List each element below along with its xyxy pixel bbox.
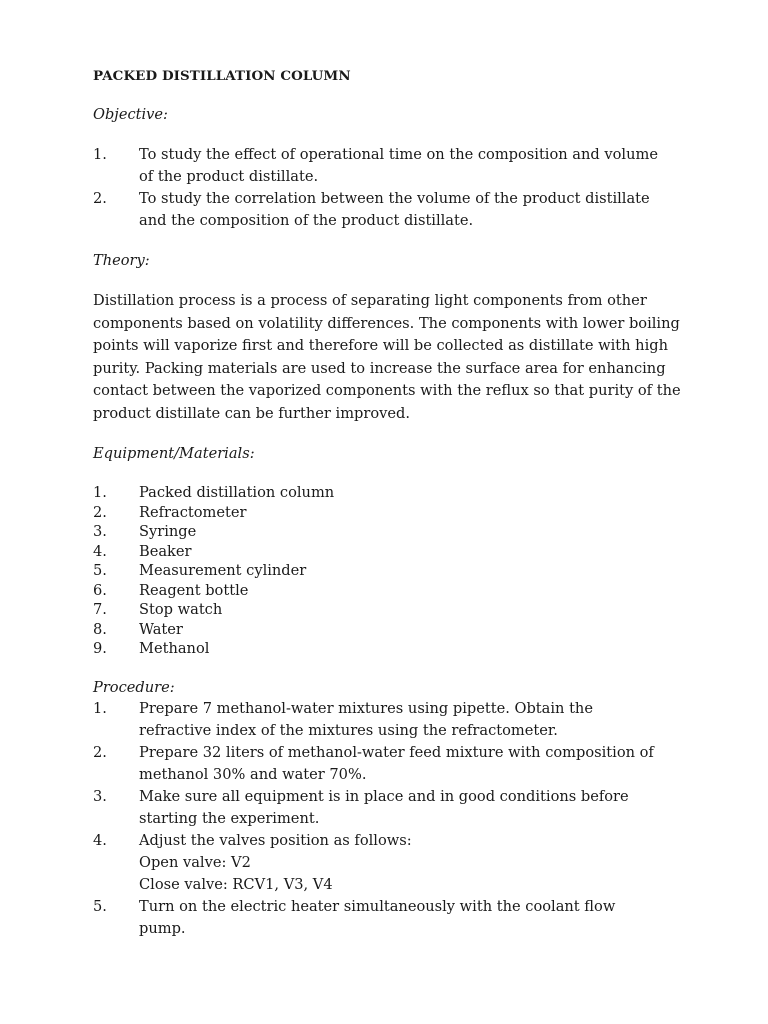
list-text: Turn on the electric heater simultaneously with the coolant flow pump. <box>139 897 616 937</box>
equipment-heading: Equipment/Materials: <box>93 445 255 462</box>
list-text: Measurement cylinder <box>139 562 307 579</box>
list-item <box>93 698 683 742</box>
list-number: 4. <box>93 542 107 560</box>
list-number: 9. <box>93 640 107 657</box>
list-text: Beaker <box>139 542 192 560</box>
list-number: 5. <box>93 562 107 579</box>
list-text: Prepare 7 methanol-water mixtures using pipette. Obtain the refractive index of the mixtures using the refractometer. <box>139 699 593 739</box>
list-text: Reagent bottle <box>139 581 249 599</box>
list-item <box>93 742 683 786</box>
list-text: Prepare 32 liters of methanol-water feed mixture with composition of methanol 30% and water 70%. <box>139 743 654 783</box>
document-title: PACKED DISTILLATION COLUMN <box>93 68 351 84</box>
list-text: To study the effect of operational time on the composition and volume of the product distillate. <box>139 146 658 185</box>
list-item <box>93 600 683 620</box>
document-body <box>93 66 683 959</box>
list-item <box>93 830 683 896</box>
list-text: Adjust the valves position as follows: Open valve: V2 Close valve: RCV1, V3, V4 <box>139 831 412 893</box>
procedure-heading: Procedure: <box>93 678 175 696</box>
list-item <box>93 581 683 601</box>
list-number: 1. <box>93 146 107 163</box>
list-text: To study the correlation between the volume of the product distillate and the composition of the product distillate. <box>139 190 650 229</box>
list-number: 5. <box>93 897 107 915</box>
list-number: 1. <box>93 484 107 501</box>
list-item <box>93 896 683 940</box>
list-item <box>93 522 683 542</box>
list-item <box>93 639 683 659</box>
list-number: 4. <box>93 831 107 849</box>
list-item <box>93 620 683 640</box>
list-item <box>93 542 683 562</box>
list-text: Make sure all equipment is in place and in good conditions before starting the experiment. <box>139 787 629 827</box>
objective-list <box>93 144 683 232</box>
objective-heading: Objective: <box>93 106 168 123</box>
list-item <box>93 144 683 188</box>
list-number: 6. <box>93 581 107 599</box>
list-item <box>93 483 683 503</box>
list-item <box>93 503 683 523</box>
procedure-list <box>93 698 683 940</box>
list-number: 3. <box>93 523 107 540</box>
list-item <box>93 786 683 830</box>
list-number: 7. <box>93 601 107 618</box>
list-number: 1. <box>93 699 107 717</box>
list-number: 2. <box>93 743 107 761</box>
list-text: Packed distillation column <box>139 484 335 501</box>
list-text: Methanol <box>139 640 210 657</box>
list-text: Refractometer <box>139 503 247 521</box>
equipment-list <box>93 483 683 659</box>
list-number: 2. <box>93 503 107 521</box>
theory-paragraph: Distillation process is a process of separating light components from other components based on volatility differences. The components with lower boiling points will vaporize first and therefore will be collected as distillate with high purity. Packing materials are used to increase the surface area for enhancing contact between the vaporized components with the reflux so that purity of the product distillate can be further improved. <box>93 292 681 422</box>
list-number: 3. <box>93 787 107 805</box>
list-number: 2. <box>93 190 107 207</box>
list-text: Stop watch <box>139 601 223 618</box>
list-text: Syringe <box>139 523 197 540</box>
list-number: 8. <box>93 620 107 638</box>
list-text: Water <box>139 620 183 638</box>
list-item <box>93 188 683 232</box>
theory-heading: Theory: <box>93 252 150 269</box>
list-item <box>93 561 683 581</box>
